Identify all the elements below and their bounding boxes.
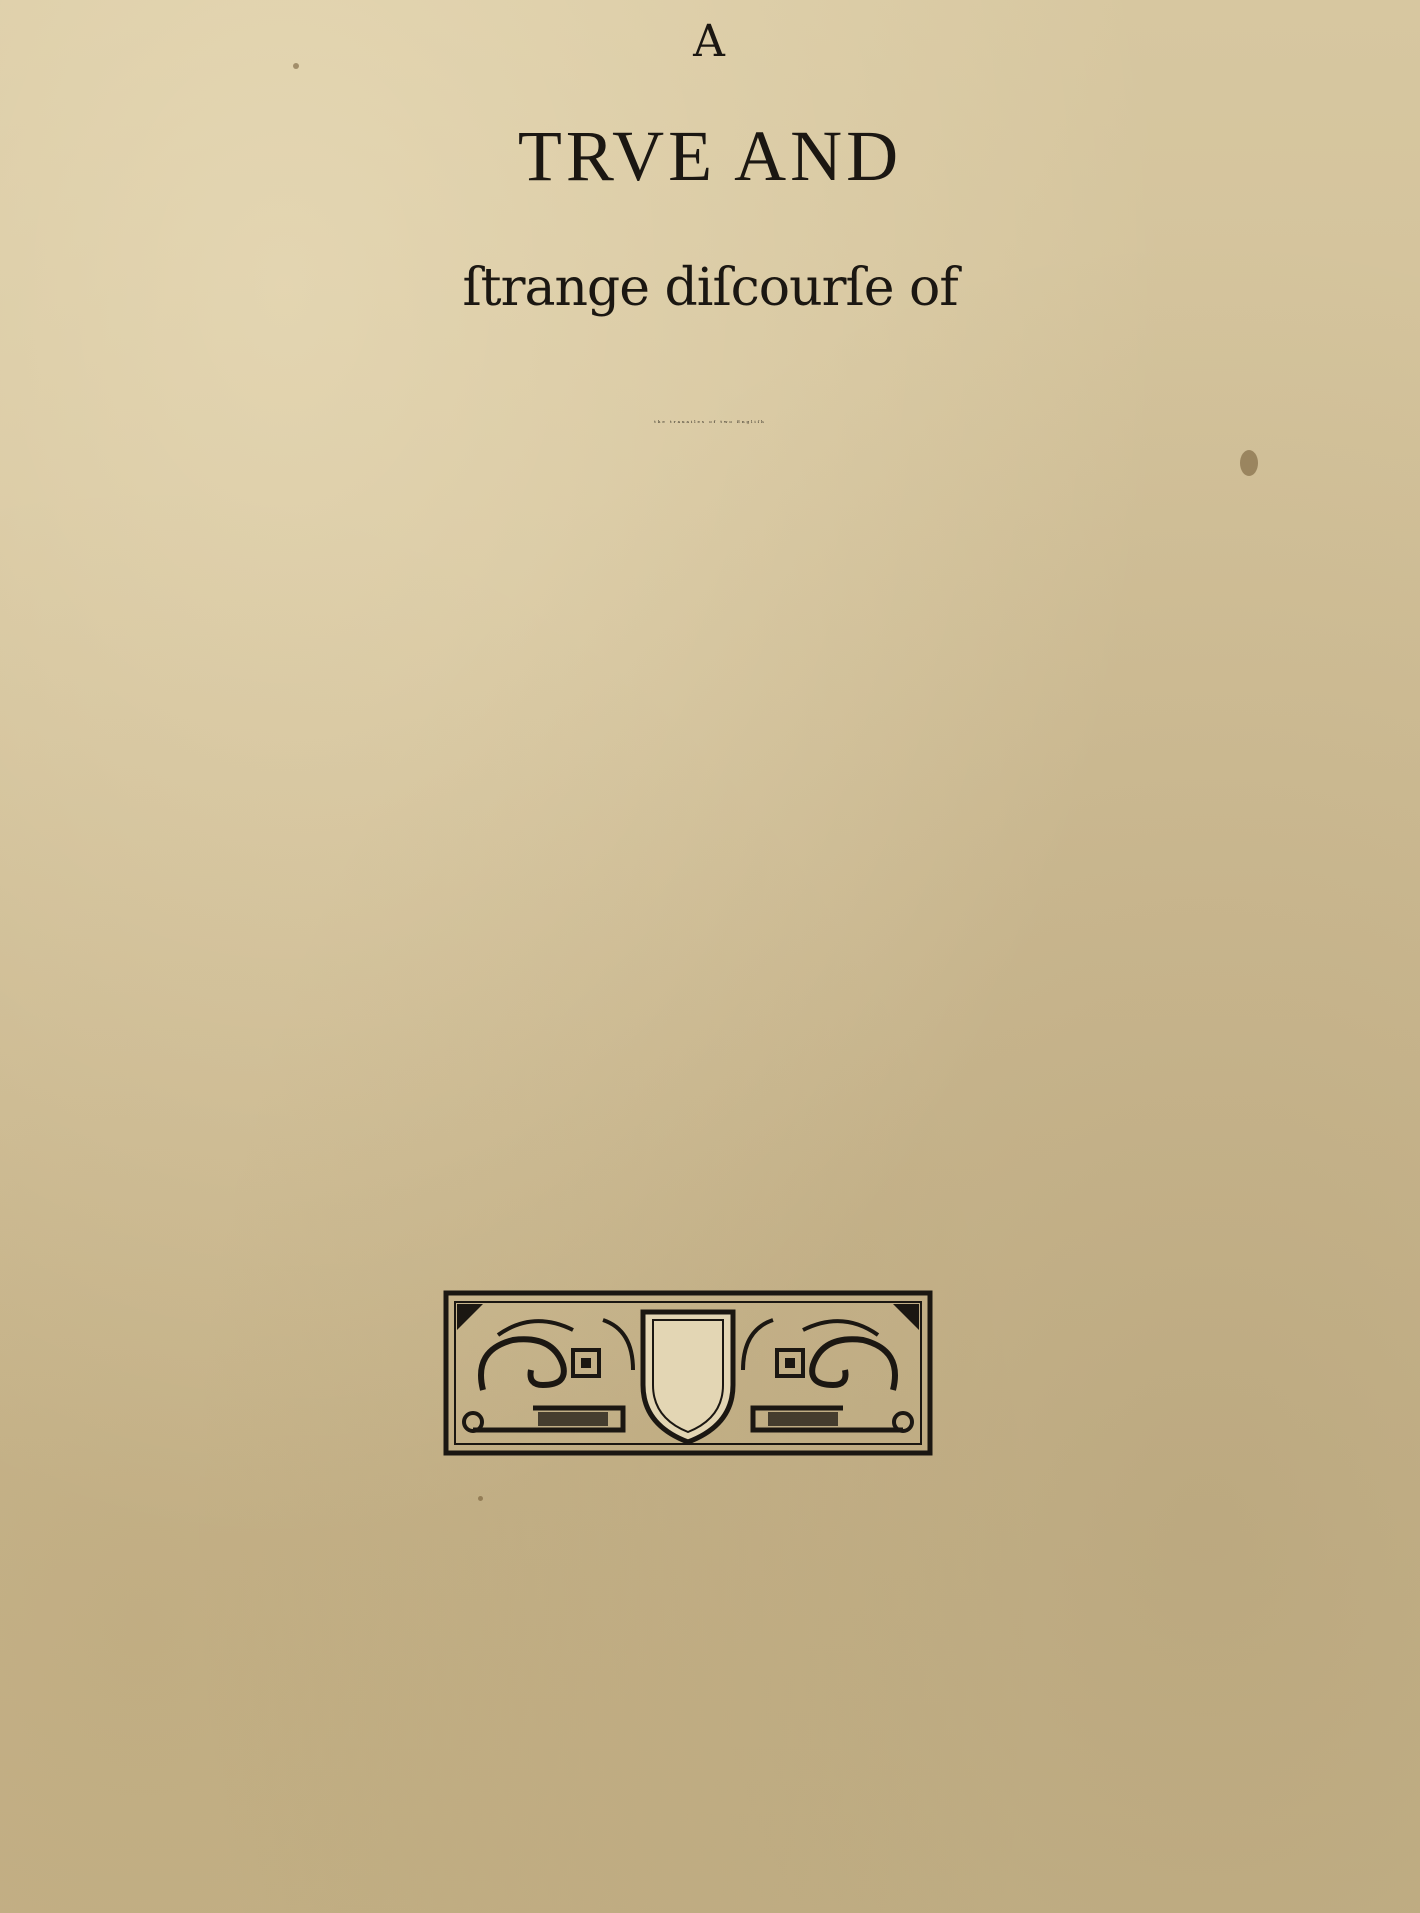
title-true-and: TRVE AND [517, 116, 903, 196]
title-letter-a: A [693, 16, 727, 67]
title-line-travailes: the trauailes of two Engliſh [654, 419, 766, 424]
printers-device-shield-ornament-icon [443, 1290, 933, 1456]
ink-stain [1240, 450, 1258, 476]
ink-speck [478, 1496, 483, 1501]
title-strange-discourse: ſtrange diſcourſe of [462, 258, 958, 318]
